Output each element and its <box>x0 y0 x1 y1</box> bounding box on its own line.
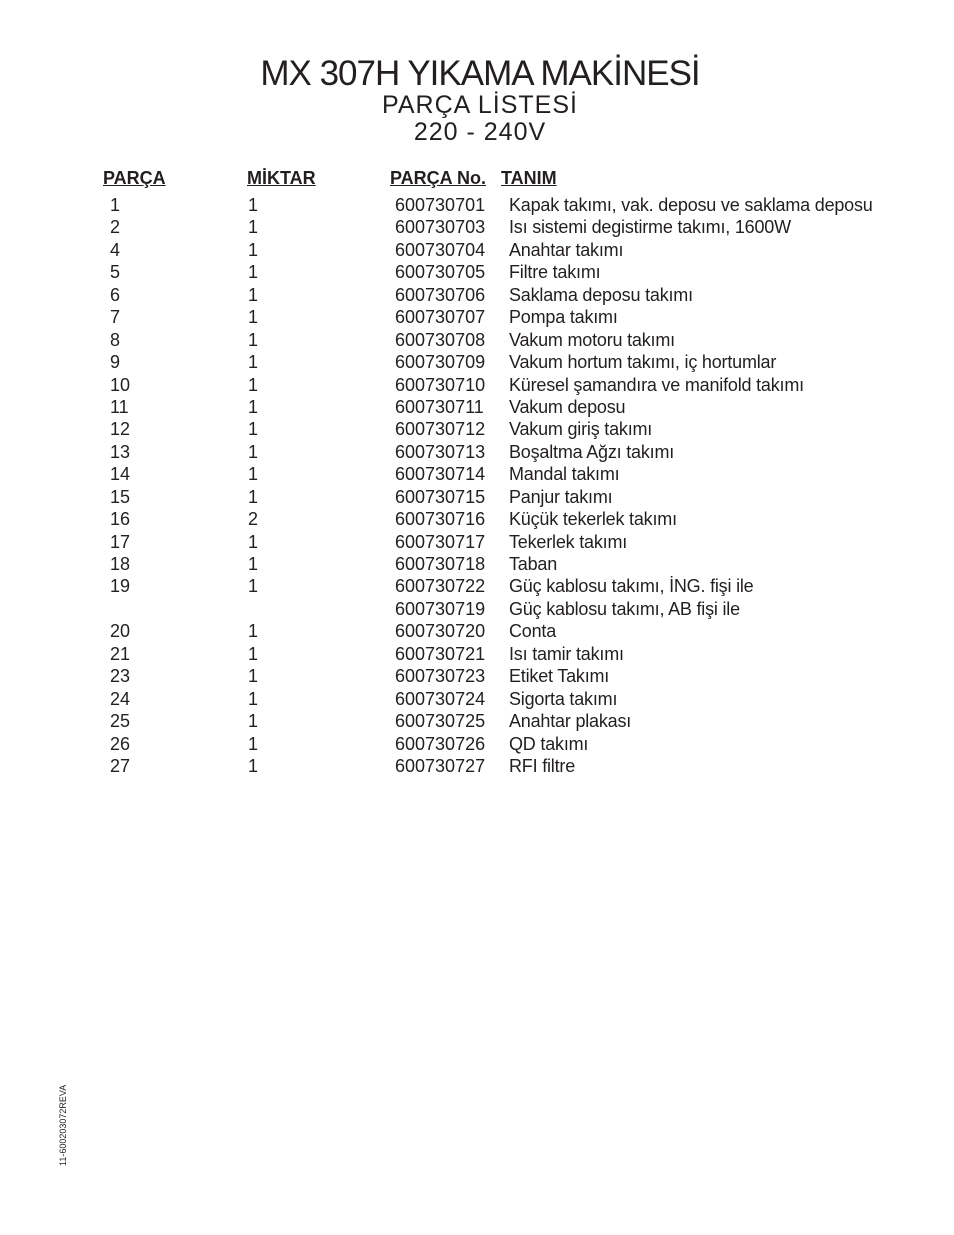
quantity-cell: 1 <box>248 576 259 597</box>
quantity-cell: 1 <box>248 711 259 732</box>
part-code-cell: 600730701 <box>395 195 486 215</box>
quantity-cell: 1 <box>248 396 259 417</box>
quantity-cell: 1 <box>248 554 259 574</box>
quantity-cell: 1 <box>248 217 259 238</box>
part-number-cell: 8 <box>110 329 121 350</box>
quantity-cell: 1 <box>248 441 259 462</box>
table-row <box>0 531 954 553</box>
quantity-cell: 1 <box>248 464 259 485</box>
table-row <box>0 620 954 642</box>
part-code-cell: 600730703 <box>395 217 486 238</box>
parts-list <box>0 194 954 777</box>
description-cell: Küresel şamandıra ve manifold takımı <box>509 374 804 395</box>
quantity-cell: 1 <box>248 239 259 260</box>
part-code-cell: 600730723 <box>395 666 486 687</box>
document-title: MX 307H YIKAMA MAKİNESİ <box>260 54 700 93</box>
quantity-cell: 1 <box>248 262 259 283</box>
description-cell: Anahtar plakası <box>509 711 632 732</box>
part-number-cell: 7 <box>110 307 121 328</box>
description-cell: Etiket Takımı <box>509 666 610 687</box>
part-code-cell: 600730716 <box>395 509 486 530</box>
quantity-cell: 1 <box>248 666 259 687</box>
quantity-cell: 1 <box>248 486 259 507</box>
table-row <box>0 239 954 261</box>
part-code-cell: 600730712 <box>395 419 486 440</box>
part-code-cell: 600730717 <box>395 531 486 552</box>
part-number-cell: 10 <box>110 374 131 395</box>
part-number-cell: 11 <box>110 396 129 417</box>
part-code-cell: 600730707 <box>395 307 486 328</box>
part-number-cell: 2 <box>110 217 121 238</box>
part-code-cell: 600730715 <box>395 486 486 507</box>
part-code-cell: 600730709 <box>395 352 486 373</box>
description-cell: Panjur takımı <box>509 486 613 507</box>
column-header-parca-no: PARÇA No. <box>390 168 486 188</box>
table-row <box>0 486 954 508</box>
table-row <box>0 329 954 351</box>
description-cell: Vakum motoru takımı <box>509 329 675 350</box>
table-row <box>0 463 954 485</box>
quantity-cell: 1 <box>248 329 259 350</box>
table-row <box>0 216 954 238</box>
description-cell: RFI filtre <box>509 755 576 776</box>
table-row <box>0 284 954 306</box>
table-row <box>0 688 954 710</box>
part-code-cell: 600730724 <box>395 688 486 709</box>
table-row <box>0 598 954 620</box>
description-cell: Boşaltma Ağzı takımı <box>509 441 675 462</box>
table-row <box>0 643 954 665</box>
quantity-cell: 1 <box>248 733 259 754</box>
description-cell: Isı sistemi degistirme takımı, 1600W <box>509 217 791 238</box>
part-code-cell: 600730708 <box>395 329 486 350</box>
part-code-cell: 600730705 <box>395 262 486 283</box>
part-number-cell: 21 <box>110 643 131 664</box>
quantity-cell: 1 <box>248 755 259 776</box>
table-row <box>0 194 954 216</box>
description-cell: Tekerlek takımı <box>509 531 628 552</box>
quantity-cell: 1 <box>248 688 259 709</box>
table-row <box>0 306 954 328</box>
part-code-cell: 600730722 <box>395 576 486 597</box>
quantity-cell: 1 <box>248 352 259 373</box>
part-code-cell: 600730726 <box>395 733 486 754</box>
part-number-cell: 17 <box>110 531 131 552</box>
table-row <box>0 261 954 283</box>
table-row <box>0 553 954 575</box>
part-number-cell: 26 <box>110 733 131 754</box>
quantity-cell: 1 <box>248 195 259 215</box>
description-cell: Isı tamir takımı <box>509 643 624 664</box>
description-cell: Conta <box>509 621 557 642</box>
document-subtitle: PARÇA LİSTESİ <box>382 91 578 119</box>
description-cell: Kapak takımı, vak. deposu ve saklama deposu <box>509 195 873 215</box>
description-cell: Güç kablosu takımı, İNG. fişi ile <box>509 576 754 597</box>
quantity-cell: 1 <box>248 419 259 440</box>
quantity-cell: 2 <box>248 509 259 530</box>
column-header-tanim: TANIM <box>501 168 557 188</box>
table-row <box>0 508 954 530</box>
part-code-cell: 600730721 <box>395 643 486 664</box>
quantity-cell: 1 <box>248 307 259 328</box>
description-cell: Küçük tekerlek takımı <box>509 509 677 530</box>
part-number-cell: 25 <box>110 711 131 732</box>
part-number-cell: 1 <box>110 195 121 215</box>
document-code: 11-600203072REVA <box>58 1084 68 1166</box>
part-number-cell: 13 <box>110 441 131 462</box>
description-cell: Saklama deposu takımı <box>509 284 693 305</box>
part-number-cell: 12 <box>110 419 131 440</box>
part-number-cell: 14 <box>110 464 131 485</box>
part-number-cell: 5 <box>110 262 121 283</box>
part-number-cell: 27 <box>110 755 131 776</box>
part-code-cell: 600730720 <box>395 621 486 642</box>
description-cell: Taban <box>509 554 558 574</box>
table-row <box>0 374 954 396</box>
part-number-cell: 20 <box>110 621 131 642</box>
description-cell: Vakum giriş takımı <box>509 419 653 440</box>
part-number-cell: 9 <box>110 352 121 373</box>
table-row <box>0 733 954 755</box>
quantity-cell: 1 <box>248 374 259 395</box>
part-number-cell: 18 <box>110 554 131 574</box>
part-code-cell: 600730718 <box>395 554 486 574</box>
description-cell: Mandal takımı <box>509 464 620 485</box>
part-code-cell: 600730710 <box>395 374 486 395</box>
part-number-cell: 19 <box>110 576 131 597</box>
table-row <box>0 441 954 463</box>
table-row <box>0 396 954 418</box>
voltage-label: 220 - 240V <box>413 118 547 146</box>
table-row <box>0 351 954 373</box>
part-code-cell: 600730719 <box>395 598 486 619</box>
description-cell: Pompa takımı <box>509 307 618 328</box>
quantity-cell: 1 <box>248 284 259 305</box>
column-header-parca: PARÇA <box>103 168 166 188</box>
part-code-cell: 600730706 <box>395 284 486 305</box>
description-cell: Sigorta takımı <box>509 688 618 709</box>
part-number-cell: 4 <box>110 239 121 260</box>
table-row <box>0 710 954 732</box>
part-code-cell: 600730725 <box>395 711 486 732</box>
title-block <box>0 55 954 147</box>
part-number-cell: 16 <box>110 509 131 530</box>
description-cell: Anahtar takımı <box>509 239 624 260</box>
table-row <box>0 665 954 687</box>
description-cell: Güç kablosu takımı, AB fişi ile <box>509 598 740 619</box>
table-row <box>0 575 954 597</box>
table-row <box>0 755 954 777</box>
part-number-cell: 15 <box>110 486 131 507</box>
part-code-cell: 600730711 <box>395 396 484 417</box>
description-cell: Vakum hortum takımı, iç hortumlar <box>509 352 777 373</box>
part-number-cell: 6 <box>110 284 121 305</box>
quantity-cell: 1 <box>248 531 259 552</box>
part-code-cell: 600730713 <box>395 441 486 462</box>
part-number-cell: 24 <box>110 688 131 709</box>
part-code-cell: 600730704 <box>395 239 486 260</box>
part-number-cell: 23 <box>110 666 131 687</box>
quantity-cell: 1 <box>248 621 259 642</box>
description-cell: Vakum deposu <box>509 396 626 417</box>
part-code-cell: 600730727 <box>395 755 486 776</box>
table-row <box>0 418 954 440</box>
part-code-cell: 600730714 <box>395 464 486 485</box>
description-cell: Filtre takımı <box>509 262 601 283</box>
quantity-cell: 1 <box>248 643 259 664</box>
column-header-miktar: MİKTAR <box>247 168 316 188</box>
description-cell: QD takımı <box>509 733 589 754</box>
